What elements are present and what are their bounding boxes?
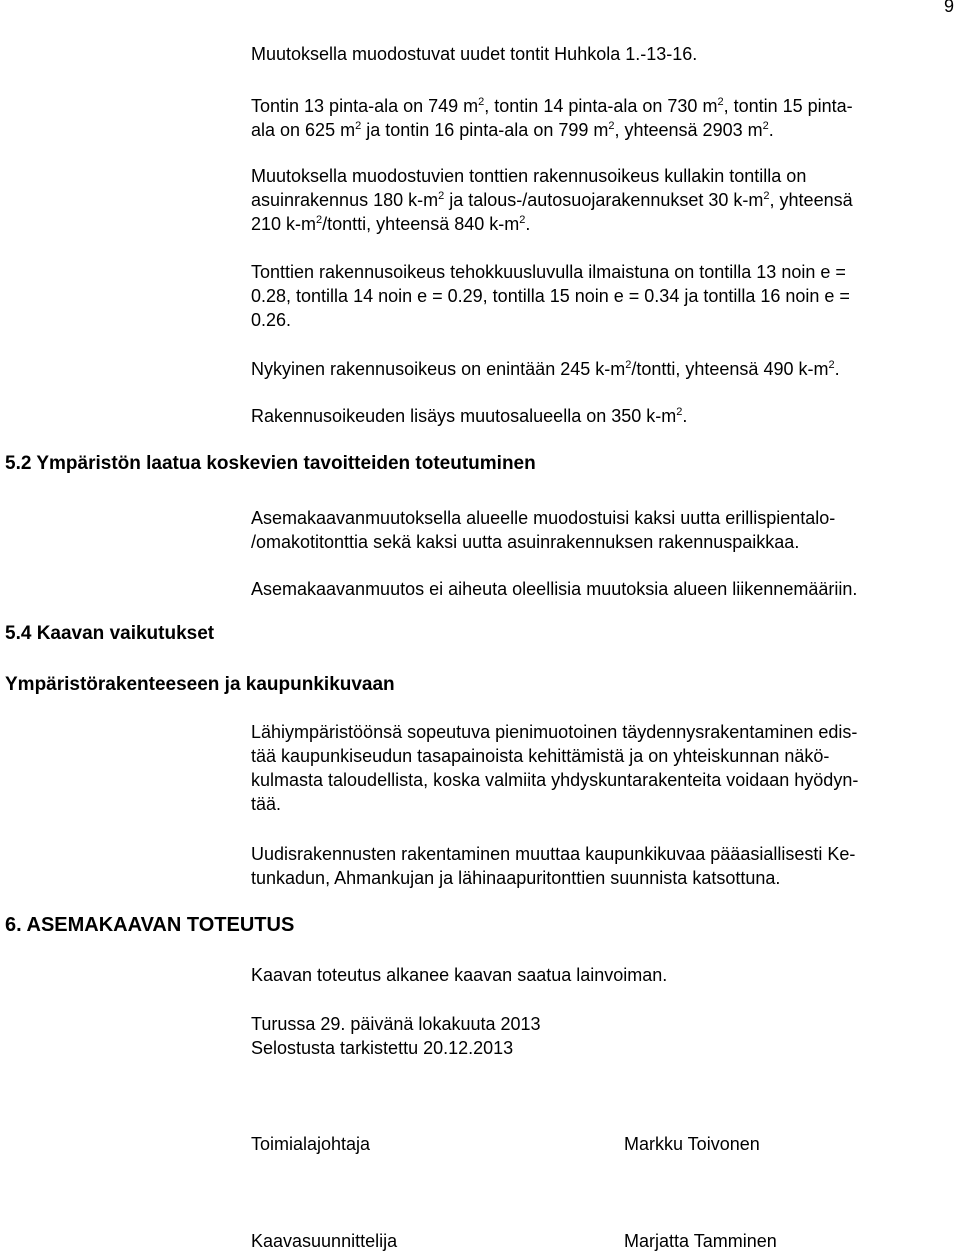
efficiency-line-3: 0.26. (251, 310, 292, 330)
efficiency-line-1: Tonttien rakennusoikeus tehokkuusluvulla ilmaistuna on tontilla 13 noin e = (251, 262, 846, 282)
section-5-2-paragraph-1 (251, 506, 956, 554)
checked-line: Selostusta tarkistettu 20.12.2013 (251, 1038, 514, 1058)
text: Tontin 13 pinta-ala on 749 m (251, 96, 479, 116)
signature-name-1: Markku Toivonen (624, 1134, 760, 1154)
text: . (682, 406, 688, 426)
signature-title-1: Toimialajohtaja (251, 1134, 371, 1154)
building-rights-paragraph (251, 164, 956, 236)
building-rights-line-2 (251, 188, 956, 212)
superscript: 2 (438, 190, 445, 202)
superscript: 2 (519, 214, 526, 226)
section-6-paragraph (251, 963, 956, 987)
section-5-4-line-2: tää kaupunkiseudun tasapainoista kehittämistä ja on yhteiskunnan näkö- (251, 746, 830, 766)
section-5-2-paragraph-2 (251, 577, 956, 601)
text: asuinrakennus 180 k-m (251, 190, 439, 210)
superscript: 2 (676, 406, 683, 418)
text: ja tontin 16 pinta-ala on 799 m (361, 120, 609, 140)
increase-paragraph (251, 404, 956, 428)
section-5-2-line-3: Asemakaavanmuutos ei aiheuta oleellisia muutoksia alueen liikennemääriin. (251, 579, 858, 599)
text: 210 k-m (251, 214, 317, 234)
text: , yhteensä (769, 190, 853, 210)
superscript: 2 (478, 96, 485, 108)
superscript: 2 (762, 120, 769, 132)
increase-line (251, 404, 956, 428)
subheading-environment: Ympäristörakenteeseen ja kaupunkikuvaan (5, 674, 395, 695)
text: Nykyinen rakennusoikeus on enintään 245 k-m (251, 359, 626, 379)
current-rights-paragraph (251, 357, 956, 381)
building-rights-line-3 (251, 212, 956, 236)
text: . (768, 120, 774, 140)
superscript: 2 (608, 120, 615, 132)
text: , yhteensä 2903 m (614, 120, 763, 140)
text: , tontin 15 pinta- (723, 96, 853, 116)
date-line: Turussa 29. päivänä lokakuuta 2013 (251, 1014, 541, 1034)
efficiency-paragraph (251, 260, 956, 332)
section-5-4-line-6: tunkadun, Ahmankujan ja lähinaapuritonttien suunnista katsottuna. (251, 868, 781, 888)
section-5-4-line-1: Lähiympäristöönsä sopeutuva pienimuotoinen täydennysrakentaminen edis- (251, 722, 858, 742)
text: ja talous-/autosuojarakennukset 30 k-m (444, 190, 764, 210)
superscript: 2 (717, 96, 724, 108)
superscript: 2 (316, 214, 323, 226)
superscript: 2 (828, 359, 835, 371)
signature-title-2: Kaavasuunnittelija (251, 1231, 398, 1251)
efficiency-line-2: 0.28, tontilla 14 noin e = 0.29, tontilla 15 noin e = 0.34 ja tontilla 16 noin e = (251, 286, 850, 306)
section-5-4-line-4: tää. (251, 794, 282, 814)
section-5-4-line-3: kulmasta taloudellista, koska valmiita yhdyskuntarakenteita voidaan hyödyn- (251, 770, 859, 790)
signature-name-2: Marjatta Tamminen (624, 1231, 777, 1251)
current-rights-line (251, 357, 956, 381)
plot-areas-line-1 (251, 94, 956, 118)
section-5-4-paragraph-2 (251, 842, 956, 890)
superscript: 2 (625, 359, 632, 371)
text: ala on 625 m (251, 120, 356, 140)
text: . (834, 359, 840, 379)
plot-areas-line-2 (251, 118, 956, 142)
building-rights-line-1: Muutoksella muodostuvien tonttien rakennusoikeus kullakin tontilla on (251, 166, 807, 186)
date-block (251, 1012, 956, 1060)
section-heading-5-2: 5.2 Ympäristön laatua koskevien tavoitteiden toteutuminen (5, 453, 536, 474)
superscript: 2 (355, 120, 362, 132)
section-5-4-paragraph-1 (251, 720, 956, 816)
section-5-2-line-1: Asemakaavanmuutoksella alueelle muodostuisi kaksi uutta erillispientalo- (251, 508, 836, 528)
superscript: 2 (763, 190, 770, 202)
section-heading-5-4: 5.4 Kaavan vaikutukset (5, 623, 215, 644)
text: , tontin 14 pinta-ala on 730 m (484, 96, 718, 116)
intro-paragraph (251, 42, 956, 66)
text: . (525, 214, 531, 234)
text: /tontti, yhteensä 840 k-m (322, 214, 520, 234)
section-heading-6: 6. ASEMAKAAVAN TOTEUTUS (5, 914, 295, 936)
section-5-2-line-2: /omakotitonttia sekä kaksi uutta asuinrakennuksen rakennuspaikkaa. (251, 532, 800, 552)
text: /tontti, yhteensä 490 k-m (631, 359, 829, 379)
section-5-4-line-5: Uudisrakennusten rakentaminen muuttaa kaupunkikuvaa pääasiallisesti Ke- (251, 844, 856, 864)
page-number: 9 (943, 0, 954, 16)
implementation-text: Kaavan toteutus alkanee kaavan saatua lainvoiman. (251, 965, 668, 985)
text: Rakennusoikeuden lisäys muutosalueella on 350 k-m (251, 406, 677, 426)
plot-areas-paragraph (251, 94, 956, 142)
intro-text: Muutoksella muodostuvat uudet tontit Huhkola 1.-13-16. (251, 44, 698, 64)
